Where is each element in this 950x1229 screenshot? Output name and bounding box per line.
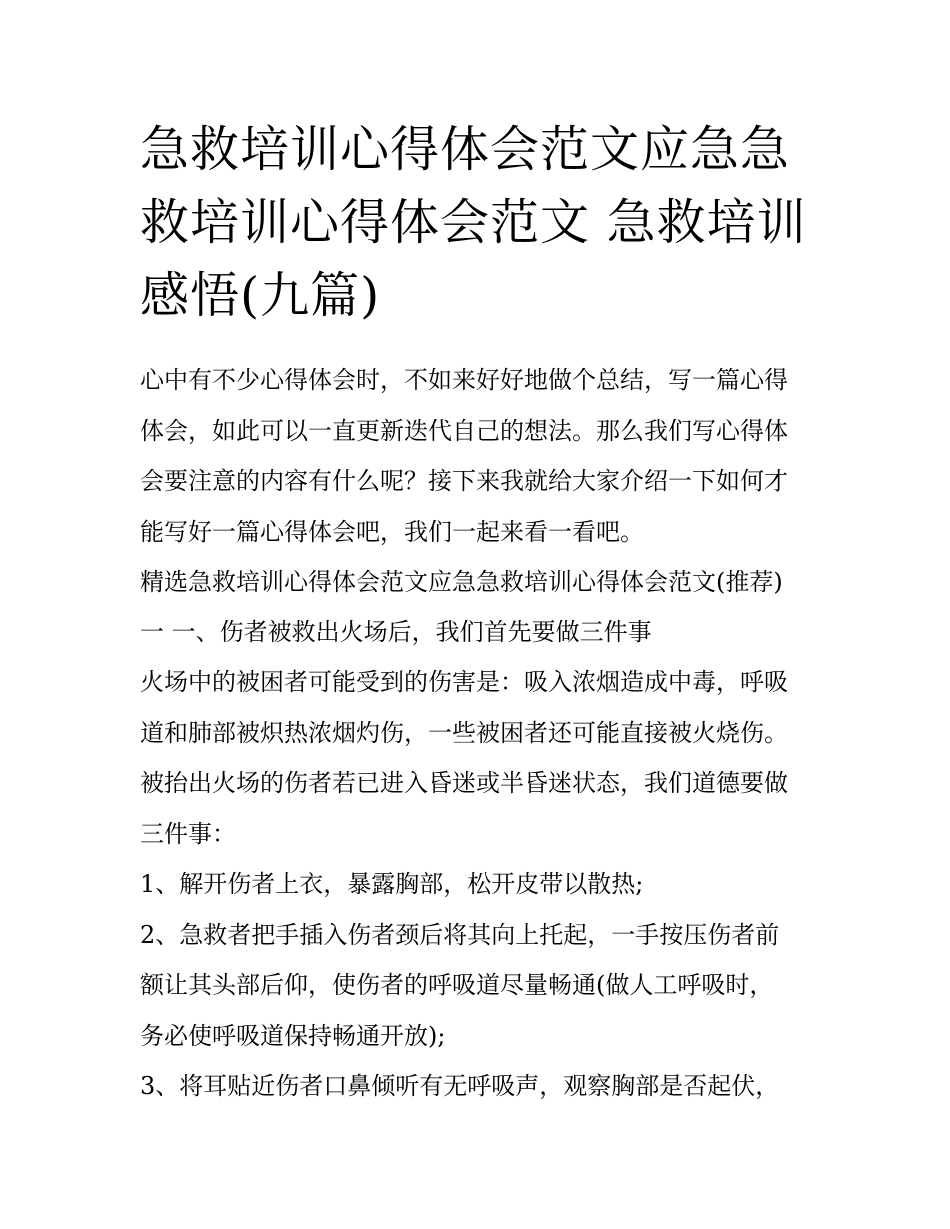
document-title [140, 113, 810, 332]
body-line: 会要注意的内容有什么呢？接下来我就给大家介绍一下如何才 [140, 467, 788, 495]
body-line: 被抬出火场的伤者若已进入昏迷或半昏迷状态，我们道德要做 [140, 769, 788, 797]
list-item: 3、将耳贴近伤者口鼻倾听有无呼吸声，观察胸部是否起伏， [140, 1072, 780, 1100]
list-item: 1、解开伤者上衣，暴露胸部，松开皮带以散热; [140, 870, 644, 898]
title-line-2: 救培训心得体会范文 急救培训 [140, 194, 807, 251]
document-body [140, 355, 820, 1112]
list-item-continuation: 额让其头部后仰，使伤者的呼吸道尽量畅通(做人工呼吸时， [140, 971, 774, 999]
body-line: 体会，如此可以一直更新迭代自己的想法。那么我们写心得体 [140, 416, 788, 445]
body-line: 火场中的被困者可能受到的伤害是：吸入浓烟造成中毒，呼吸 [140, 668, 788, 696]
subsection-heading: 一 一、伤者被救出火场后，我们首先要做三件事 [140, 618, 652, 646]
list-item: 2、急救者把手插入伤者颈后将其向上托起，一手按压伤者前 [140, 920, 780, 949]
section-heading: 精选急救培训心得体会范文应急急救培训心得体会范文(推荐) [140, 568, 783, 596]
list-item-continuation: 务必使呼吸道保持畅通开放); [140, 1021, 446, 1050]
body-line: 三件事： [140, 819, 236, 848]
title-line-1: 急救培训心得体会范文应急急 [140, 121, 791, 178]
title-line-3: 感悟(九篇) [140, 267, 381, 324]
body-line: 心中有不少心得体会时，不如来好好地做个总结，写一篇心得 [140, 366, 788, 394]
body-line: 道和肺部被炽热浓烟灼伤，一些被困者还可能直接被火烧伤。 [140, 718, 788, 747]
body-line: 能写好一篇心得体会吧，我们一起来看一看吧。 [140, 517, 644, 546]
